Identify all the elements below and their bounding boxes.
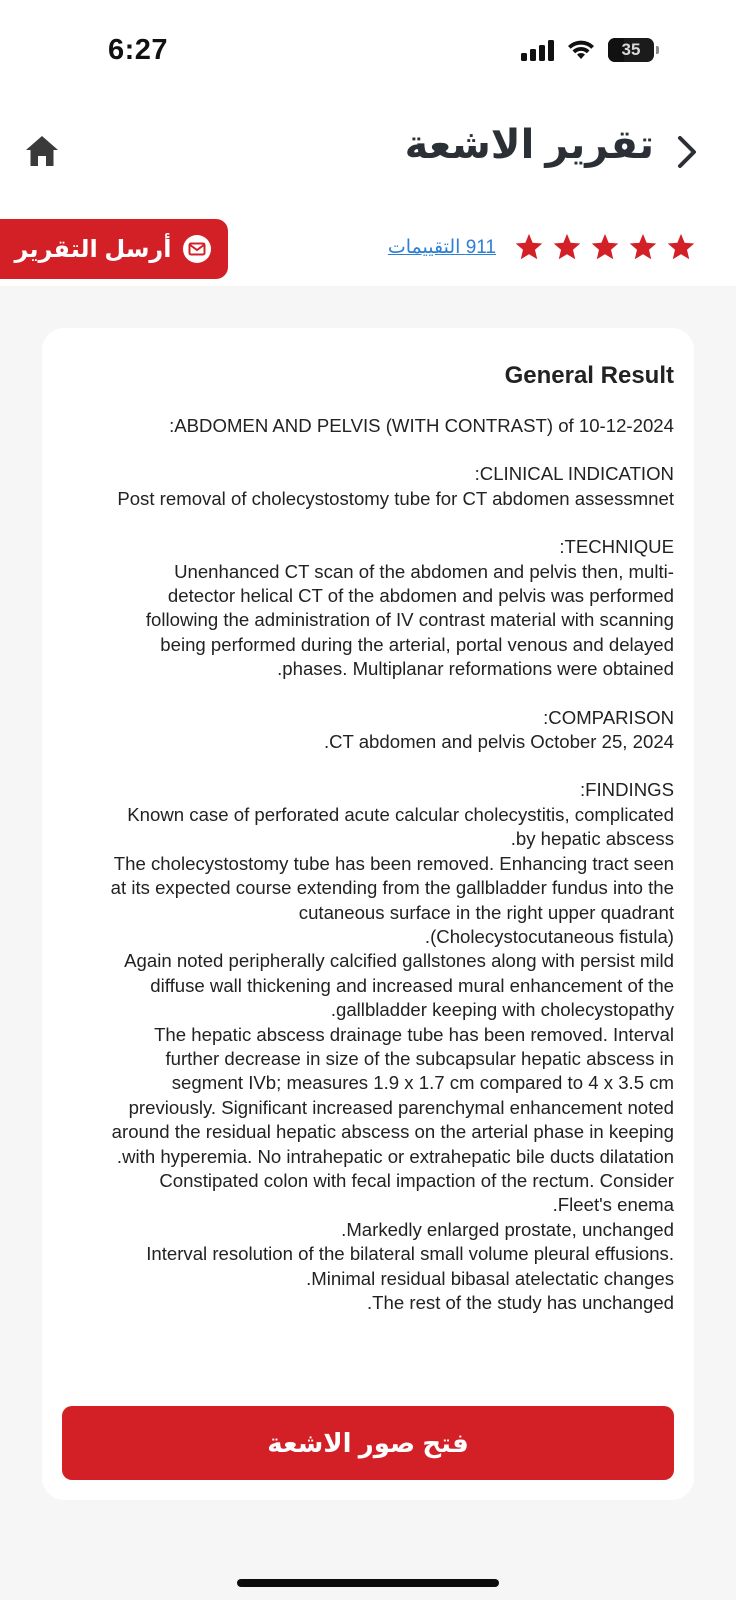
report-line: cutaneous surface in the right upper quadrant [298, 901, 674, 923]
report-line: at its expected course extending from the gallbladder fundus into the [110, 877, 674, 899]
clinical-indication-heading: :CLINICAL INDICATION [474, 463, 674, 485]
technique-heading: :TECHNIQUE [559, 536, 674, 558]
status-time: 6:27 [108, 34, 169, 66]
report-line: .with hyperemia. No intrahepatic or extrahepatic bile ducts dilatation [116, 1145, 674, 1167]
report-line: Post removal of cholecystostomy tube for CT abdomen assessmnet [117, 487, 674, 509]
star-icon [590, 232, 620, 262]
report-line: following the administration of IV contrast material with scanning [145, 609, 674, 631]
signal-bars-icon [521, 39, 554, 61]
send-report-label: أرسل التقرير [14, 235, 172, 263]
send-report-button[interactable] [0, 219, 228, 279]
report-line: .CT abdomen and pelvis October 25, 2024 [323, 731, 674, 753]
report-body [62, 414, 674, 1315]
reviews-link[interactable]: 911 التقييمات [387, 236, 496, 258]
report-line: Known case of perforated acute calcular cholecystitis, complicated [127, 803, 674, 825]
report-line: .The rest of the study has unchanged [367, 1292, 674, 1313]
report-line: Interval resolution of the bilateral small volume pleural effusions. [146, 1243, 674, 1265]
chevron-right-icon[interactable] [672, 132, 702, 172]
open-images-button[interactable]: فتح صور الاشعة [62, 1406, 674, 1480]
battery-percent: 35 [621, 40, 641, 59]
rating-row [388, 232, 696, 262]
report-line: diffuse wall thickening and increased mural enhancement of the [150, 974, 674, 996]
report-title: General Result [504, 362, 674, 389]
home-icon[interactable] [24, 134, 60, 168]
star-icon [666, 232, 696, 262]
comparison-heading: :COMPARISON [543, 706, 674, 728]
report-card [42, 328, 694, 1500]
report-line: .Fleet's enema [552, 1194, 674, 1216]
top-bar [0, 0, 736, 286]
wifi-icon [566, 39, 596, 61]
mail-icon [181, 233, 213, 265]
report-line: .(Cholecystocutaneous fistula) [424, 925, 674, 947]
report-line: being performed during the arterial, portal venous and delayed [160, 633, 674, 655]
report-line: .by hepatic abscess [510, 828, 674, 850]
report-line: .Minimal residual bibasal atelectatic changes [306, 1267, 674, 1289]
report-line: .gallbladder keeping with cholecystopathy [330, 999, 674, 1021]
status-icons [521, 38, 654, 62]
star-icon [628, 232, 658, 262]
report-line: further decrease in size of the subcapsular hepatic abscess in [165, 1047, 674, 1069]
report-line: .Markedly enlarged prostate, unchanged [341, 1218, 674, 1240]
page-title: تقرير الاشعة [404, 123, 654, 167]
report-line: previously. Significant increased parenchymal enhancement noted [128, 1096, 674, 1118]
report-header-line: :ABDOMEN AND PELVIS (WITH CONTRAST) of 10-12-2024 [169, 415, 674, 436]
report-line: segment IVb; measures 1.9 x 1.7 cm compared to 4 x 3.5 cm [171, 1072, 674, 1094]
star-icon [552, 232, 582, 262]
report-line: around the residual hepatic abscess on the arterial phase in keeping [111, 1121, 674, 1143]
findings-heading: :FINDINGS [579, 779, 674, 801]
report-line: The cholecystostomy tube has been removed. Enhancing tract seen [113, 852, 674, 874]
report-line: Constipated colon with fecal impaction of the rectum. Consider [159, 1169, 674, 1191]
star-icon [514, 232, 544, 262]
report-line: Again noted peripherally calcified gallstones along with persist mild [124, 950, 674, 972]
battery-icon [608, 38, 654, 62]
home-indicator[interactable] [237, 1579, 499, 1587]
report-line: .phases. Multiplanar reformations were obtained [277, 658, 674, 680]
report-line: detector helical CT of the abdomen and pelvis was performed [167, 585, 674, 607]
report-line: Unenhanced CT scan of the abdomen and pelvis then, multi- [174, 560, 674, 582]
report-line: The hepatic abscess drainage tube has been removed. Interval [154, 1023, 674, 1045]
